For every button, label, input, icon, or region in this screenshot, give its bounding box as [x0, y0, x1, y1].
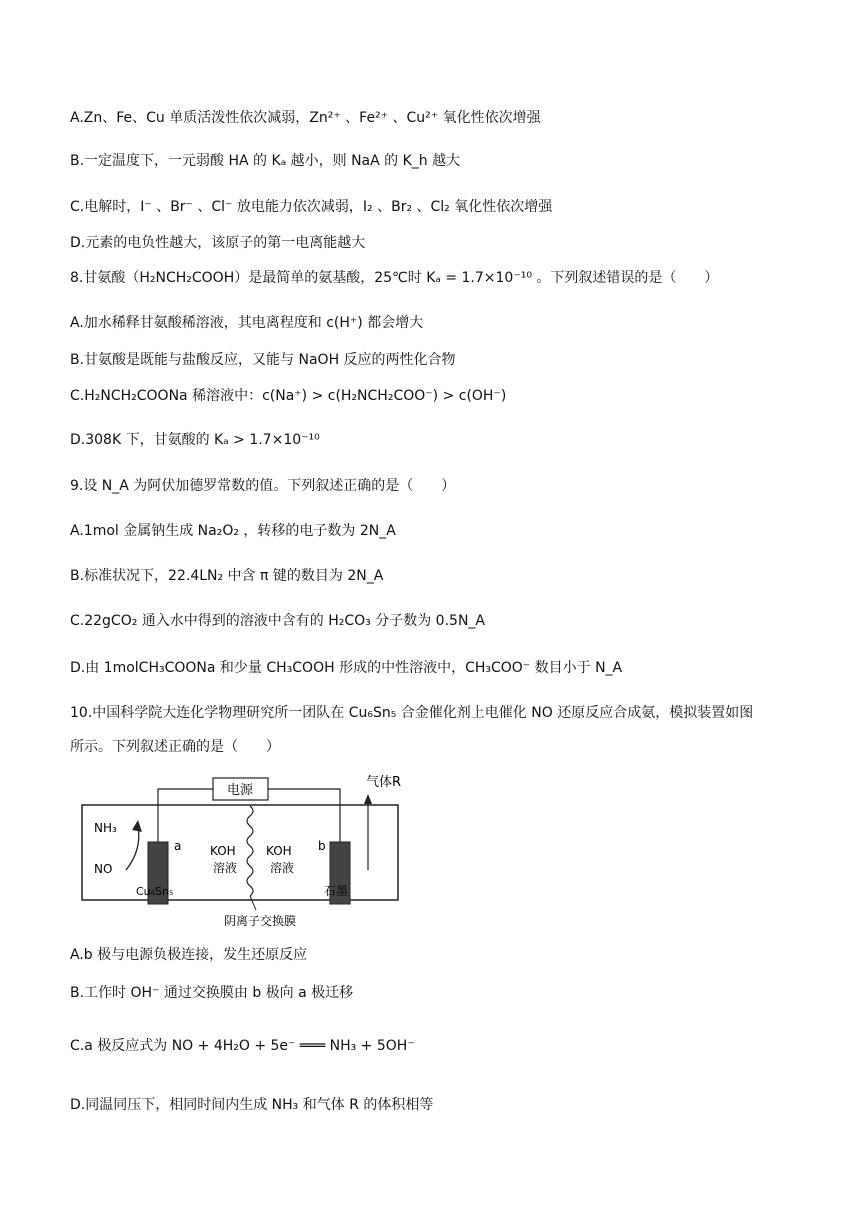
q7-option-b: B.一定温度下，一元弱酸 HA 的 Kₐ 越小，则 NaA 的 K_h 越大 — [70, 153, 461, 169]
wire-b — [268, 789, 340, 842]
q7-option-d: D.元素的电负性越大，该原子的第一电离能越大 — [70, 235, 366, 251]
q9-option-a: A.1mol 金属钠生成 Na₂O₂ ，转移的电子数为 2N_A — [70, 523, 396, 539]
membrane-zigzag — [247, 806, 253, 896]
q8-stem: 8.甘氨酸（H₂NCH₂COOH）是最简单的氨基酸，25℃时 Kₐ = 1.7×10⁻¹⁰ 。下列叙述错误的是（ ） — [70, 270, 719, 286]
cusn-label: Cu₆Sn₅ — [136, 885, 174, 898]
q10-option-d: D.同温同压下，相同时间内生成 NH₃ 和气体 R 的体积相等 — [70, 1097, 434, 1113]
solution-left: 溶液 — [213, 861, 238, 875]
q9-option-c: C.22gCO₂ 通入水中得到的溶液中含有的 H₂CO₃ 分子数为 0.5N_A — [70, 613, 485, 629]
label-b: b — [318, 839, 326, 853]
nh3-label: NH₃ — [94, 821, 117, 835]
solution-right: 溶液 — [270, 861, 295, 875]
q8-option-b: B.甘氨酸是既能与盐酸反应，又能与 NaOH 反应的两性化合物 — [70, 352, 456, 368]
graphite-label: 石墨 — [324, 884, 349, 898]
wire-a — [158, 789, 213, 842]
q10-option-c: C.a 极反应式为 NO + 4H₂O + 5e⁻ ═══ NH₃ + 5OH⁻ — [70, 1038, 415, 1054]
q10-option-b: B.工作时 OH⁻ 通过交换膜由 b 极向 a 极迁移 — [70, 985, 354, 1001]
q9-stem: 9.设 N_A 为阿伏加德罗常数的值。下列叙述正确的是（ ） — [70, 478, 456, 494]
q7-option-a: A.Zn、Fe、Cu 单质活泼性依次减弱，Zn²⁺ 、Fe²⁺ 、Cu²⁺ 氧化性依次增强 — [70, 110, 541, 126]
electrolysis-diagram — [78, 770, 418, 935]
no-label: NO — [94, 862, 113, 876]
q10-option-a: A.b 极与电源负极连接，发生还原反应 — [70, 947, 308, 963]
q9-option-b: B.标准状况下，22.4LN₂ 中含 π 键的数目为 2N_A — [70, 568, 384, 584]
q10-stem-line1: 10.中国科学院大连化学物理研究所一团队在 Cu₆Sn₅ 合金催化剂上电催化 NO 还原反应合成氨，模拟装置如图 — [70, 705, 754, 721]
q8-option-a: A.加水稀释甘氨酸稀溶液，其电离程度和 c(H⁺) 都会增大 — [70, 315, 424, 331]
q8-option-c: C.H₂NCH₂COONa 稀溶液中：c(Na⁺) > c(H₂NCH₂COO⁻) > c(OH⁻) — [70, 388, 507, 404]
reaction-arrow — [126, 826, 139, 870]
membrane-pointer — [250, 896, 256, 910]
label-a: a — [174, 839, 182, 853]
q7-option-c: C.电解时，I⁻ 、Br⁻ 、Cl⁻ 放电能力依次减弱，I₂ 、Br₂ 、Cl₂ 氧化性依次增强 — [70, 199, 553, 215]
q8-option-d: D.308K 下，甘氨酸的 Kₐ > 1.7×10⁻¹⁰ — [70, 432, 320, 448]
q9-option-d: D.由 1molCH₃COONa 和少量 CH₃COOH 形成的中性溶液中，CH₃COO⁻ 数目小于 N_A — [70, 660, 623, 676]
membrane-label: 阴离子交换膜 — [224, 914, 297, 928]
koh-left: KOH — [210, 844, 236, 858]
koh-right: KOH — [266, 844, 292, 858]
q10-stem-line2: 所示。下列叙述正确的是（ ） — [70, 739, 280, 755]
gas-label: 气体R — [366, 775, 402, 790]
power-label: 电源 — [226, 783, 254, 798]
electrolytic-cell — [82, 805, 398, 900]
